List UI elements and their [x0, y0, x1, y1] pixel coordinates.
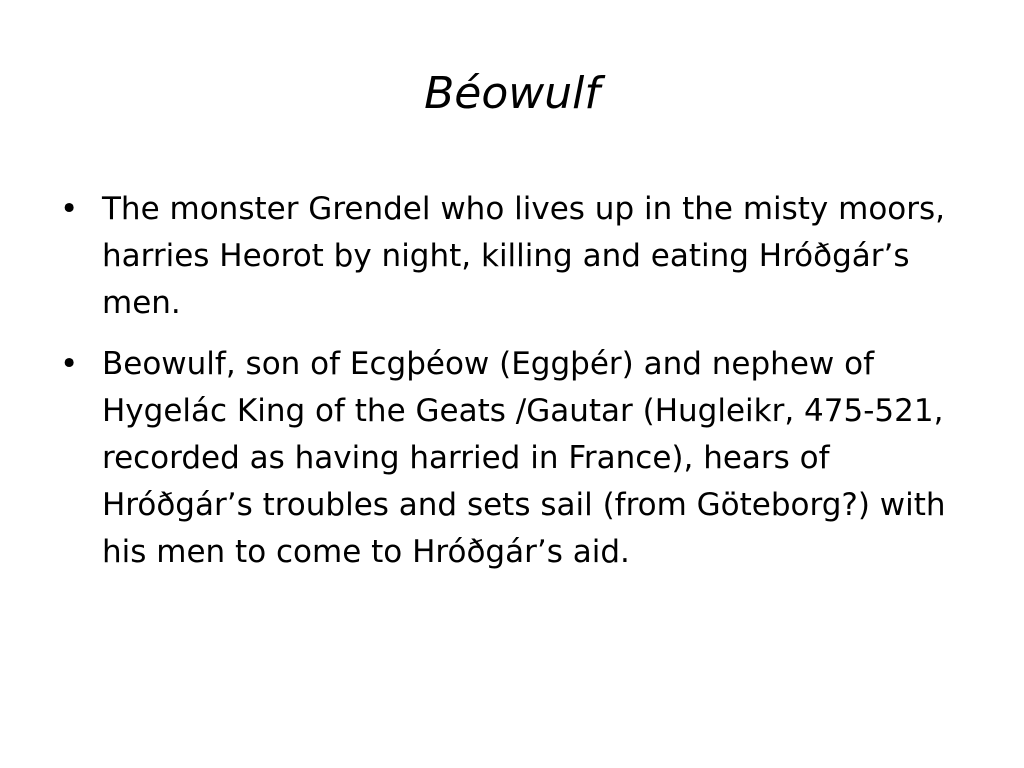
bullet-text: The monster Grendel who lives up in the misty moors, harries Heorot by night, killing and eating Hróðgár’s men. — [102, 191, 946, 321]
bullet-marker: • — [60, 191, 79, 227]
bullet-marker: • — [60, 346, 79, 382]
bullet-text: Beowulf, son of Ecgþéow (Eggþér) and nephew of Hygelác King of the Geats /Gautar (Hugleikr, 475-521, recorded as having harried in France), hears of Hróðgár’s troubles and sets sail (from Göteborg?) with his men to come to Hróðgár’s aid. — [102, 346, 946, 570]
bullet-list — [60, 186, 970, 590]
bullet-item — [60, 186, 970, 327]
slide-title: Béowulf — [424, 68, 600, 119]
bullet-item — [60, 341, 970, 576]
